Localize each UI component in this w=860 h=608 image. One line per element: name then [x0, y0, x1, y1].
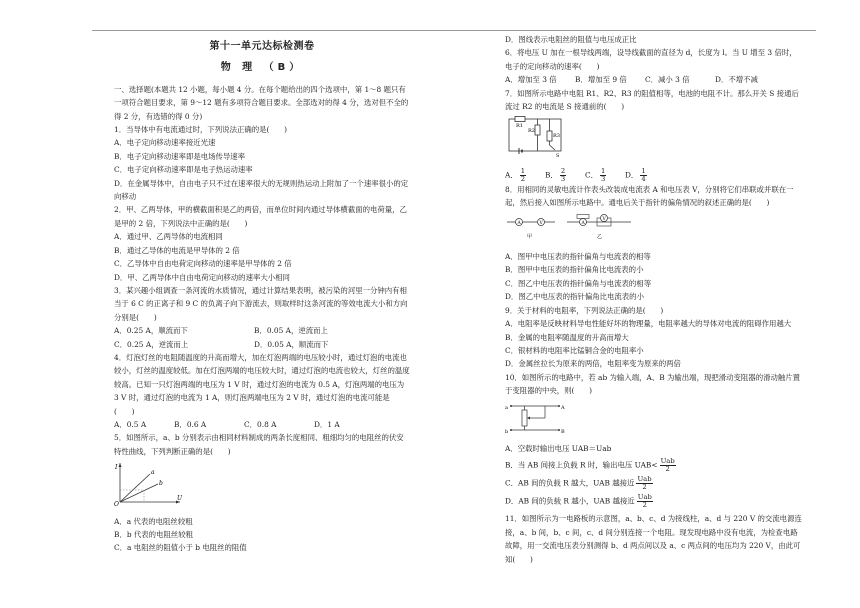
- q6-option-c: C．减小 3 倍: [645, 75, 690, 85]
- q7-a-label: A．: [505, 170, 518, 180]
- q7-option-b: [545, 168, 585, 183]
- axis-label-i: I: [115, 464, 118, 472]
- q7-a-numerator: 1: [520, 166, 526, 175]
- label-r2: R2: [528, 128, 535, 135]
- q10-d-text: D．AB 间的负载 R 越小，UAB 越接近: [505, 496, 635, 506]
- q8-label-jia: 甲: [527, 233, 533, 240]
- q5-stem: 5．如图所示，a、b 分别表示由相同材料制成的两条长度相同、粗细均匀的电阻丝的伏安特性曲线，下列判断正确的是( ): [114, 433, 404, 456]
- q4-options: [114, 418, 410, 431]
- q7-c-numerator: 1: [601, 166, 606, 175]
- q6-stem: 6．将电压 U 加在一根导线两端，设导线截面的直径为 d，长度为 l。当 U 增至 3 倍时，电子的定向移动的速率( ): [505, 48, 797, 71]
- q4-stem: 4．灯泡灯丝的电阻随温度的升高而增大，加在灯泡两端的电压较小时，通过灯泡的电流也较小，灯丝的温度较低。加在灯泡两端的电压较大时，通过灯泡的电流也较大，灯丝的温度较高。已知一只灯泡两端的电压为 1 V 时，通过灯泡的电流为 0.5 A，灯泡两端的电压为 3 V 时，通过灯泡的电流为 1 A，则灯泡两端电压为 2 V 时，通过灯泡的电流可能是( ): [114, 352, 410, 416]
- label-s: S: [556, 153, 560, 160]
- iu-graph: [114, 460, 184, 506]
- q7-figure: [505, 115, 803, 163]
- q2-stem: 2．甲、乙两导体，甲的横截面积是乙的两倍，而单位时间内通过导体横截面的电荷量，乙是甲的 2 倍，下列说法中正确的是( ): [114, 205, 407, 228]
- q7-b-fraction: [560, 168, 566, 183]
- q10-figure: [505, 400, 803, 438]
- q6-option-d: D．不增不减: [715, 75, 758, 85]
- q10-option-c: [505, 476, 803, 491]
- q7-d-denominator: 4: [641, 174, 646, 183]
- q2-option-b: B．通过乙导体的电流是甲导体的 2 倍: [114, 245, 240, 255]
- q7-b-label: B．: [545, 170, 558, 180]
- q7-b-denominator: 3: [560, 174, 566, 183]
- q1-stem: 1．当导体中有电流通过时，下列说法正确的是( ): [114, 125, 288, 135]
- q7-b-numerator: 2: [560, 166, 566, 175]
- q8-yi-ammeter-label: A: [581, 220, 585, 226]
- q1-option-a: A．电子定向移动速率接近光速: [114, 138, 216, 148]
- q10-b-text: B．当 AB 间接上负载 R 时，输出电压 UAB<: [505, 460, 658, 470]
- q8-option-c: C．图乙中电压表的指针偏角与电流表的相等: [505, 278, 652, 288]
- q2-option-a: A．通过甲、乙两导体的电流相同: [114, 232, 223, 242]
- q8-yi-voltmeter-label: V: [602, 216, 606, 222]
- left-column: [114, 36, 410, 555]
- q1-option-c: C．电子定向移动速率即是电子热运动速率: [114, 165, 253, 175]
- q5-option-c: C．a 电阻丝的阻值小于 b 电阻丝的阻值: [114, 543, 247, 553]
- section-intro: 一、选择题(本题共 12 小题，每小题 4 分。在每个题给出的四个选项中，第 1～8 题只有一项符合题目要求，第 9～12 题有多项符合题目要求。全部选对的得 4 分，选对但不全的得 2 分，有选错的得 0 分): [114, 84, 409, 121]
- q9-option-c: C．银材料的电阻率比锰铜合金的电阻率小: [505, 345, 644, 355]
- right-column: [505, 33, 803, 566]
- curve-label-b: b: [159, 480, 163, 488]
- q8-jia-ammeter-label: A: [517, 220, 521, 226]
- q10-label-b-input: b: [505, 428, 509, 434]
- q10-b-numerator: Uab: [660, 457, 675, 466]
- q8-option-b: B．图甲中电压表的指针偏角比电流表的小: [505, 265, 644, 275]
- q10-d-fraction: [637, 494, 653, 509]
- q5-option-d: D．图线表示电阻丝的阻值与电压成正比: [505, 35, 637, 44]
- q7-option-a: [505, 168, 545, 183]
- q10-stem: 10．如图所示的电路中，若 ab 为输入端，A、B 为输出端，现把滑动变阻器的滑动触片置于变阻器的中央，则( ): [505, 372, 801, 396]
- q2-option-d: D．甲、乙两导体中自由电荷定向移动的速率大小相同: [114, 272, 290, 282]
- q7-d-numerator: 1: [641, 166, 646, 175]
- q7-c-label: C．: [585, 170, 599, 180]
- q4-option-a: A．0.5 A: [114, 419, 147, 429]
- q10-d-numerator: Uab: [637, 493, 652, 502]
- q10-b-denominator: 2: [665, 465, 670, 474]
- q7-option-d: [625, 168, 665, 183]
- q5-option-a: A．a 代表的电阻丝较粗: [114, 516, 193, 526]
- q7-options: [505, 168, 803, 183]
- q3-stem: 3．某兴趣小组调查一条河流的水质情况，通过计算结果表明，被污染的河里一分钟内有相当于 6 C 的正离子和 9 C 的负离子向下游流去，则取样时这条河流的等效电流大小和方向分别是( ): [114, 285, 408, 322]
- q6-option-a: A．增加至 3 倍: [505, 75, 557, 85]
- q10-c-denominator: 2: [642, 483, 647, 492]
- header-rule: [92, 30, 816, 31]
- q9-option-a: A．电阻率是反映材料导电性能好坏的物理量，电阻率越大的导体对电流的阻碍作用越大: [505, 319, 792, 329]
- q7-option-c: [585, 168, 625, 183]
- q7-stem: 7．如图所示电路中电阻 R1、R2、R3 的阻值相等，电池的电阻不计。那么开关 S 接通后流过 R2 的电流是 S 接通前的( ): [505, 88, 799, 112]
- q3-options-row2: [114, 338, 410, 351]
- q10-c-fraction: [636, 476, 652, 491]
- q4-option-d: D．1 A: [314, 419, 340, 429]
- q8-option-d: D．图乙中电压表的指针偏角比电流表的小: [505, 292, 644, 302]
- q10-d-denominator: 2: [642, 501, 647, 510]
- q4-option-c: C．0.8 A: [244, 419, 277, 429]
- axis-label-u: U: [177, 495, 183, 503]
- q11-stem: 11．如图所示为一电路板的示意图，a、b、c、d 为接线柱，a、d 与 220 V 的交流电源连接，a、b 间，b、c 间，c、d 间分别连接一个电阻。现发现电路中没有电流，为检查电路故障，用一交流电压表分别测得 b、d 两点间以及 a、c 两点间的电压均为 220 V，由此可知( ): [505, 514, 802, 564]
- q10-label-b-output: B: [561, 428, 565, 434]
- q10-b-fraction: [660, 458, 676, 473]
- q1-option-d: D．在金属导体中，自由电子只不过在速率很大的无规则热运动上附加了一个速率很小的定向移动: [114, 178, 409, 202]
- q1-option-b: B．电子定向移动速率即是电场传导速率: [114, 151, 246, 161]
- q10-c-text: C．AB 间的负载 R 越大，UAB 越接近: [505, 478, 635, 488]
- q10-label-a-input: a: [505, 404, 508, 411]
- q5-figure: [114, 460, 410, 510]
- q3-option-d: D．0.05 A，顺流而下: [254, 339, 329, 349]
- q8-label-yi: 乙: [597, 233, 603, 240]
- q8-stem: 8．用相同的灵敏电流计作表头改装成电流表 A 和电压表 V，分别将它们串联或并联在一起，然后接入如图所示电路中。通电后关于指针的偏角情况的叙述正确的是( ): [505, 184, 794, 208]
- q6-options: [505, 73, 803, 86]
- q7-circuit-diagram: [505, 115, 569, 159]
- q10-divider-circuit: [505, 400, 565, 434]
- q7-a-fraction: [520, 168, 526, 183]
- q7-d-label: D．: [625, 170, 639, 180]
- q10-option-d: [505, 494, 803, 509]
- q10-option-b: [505, 458, 803, 473]
- q9-option-d: D．金属丝拉长为原来的两倍，电阻率变为原来的两倍: [505, 359, 681, 369]
- q7-a-denominator: 2: [520, 174, 526, 183]
- q8-circuit-diagram: [505, 212, 635, 242]
- origin-label: O: [114, 501, 119, 507]
- label-r3: R3: [553, 133, 560, 140]
- exam-title: 第十一单元达标检测卷: [209, 41, 315, 52]
- q8-jia-voltmeter-label: V: [539, 220, 543, 226]
- q10-option-a: A．空载时输出电压 UAB＝Uab: [505, 443, 612, 453]
- q3-option-a: A．0.25 A，顺流而下: [114, 326, 188, 336]
- exam-subtitle: 物 理 （B）: [220, 62, 304, 74]
- q6-option-b: B．增加至 9 倍: [575, 75, 627, 85]
- label-r1: R1: [516, 123, 523, 130]
- q3-options-row1: [114, 324, 410, 337]
- q10-label-a-output: A: [561, 404, 565, 411]
- q4-option-b: B．0.6 A: [174, 419, 207, 429]
- q5-option-b: B．b 代表的电阻丝较粗: [114, 530, 194, 539]
- q7-d-fraction: [640, 168, 646, 183]
- curve-label-a: a: [151, 469, 155, 477]
- q3-option-b: B．0.05 A，逆流而上: [254, 326, 328, 336]
- q9-option-b: B．金属的电阻率随温度的升高而增大: [505, 332, 629, 342]
- q10-c-numerator: Uab: [637, 475, 652, 484]
- q7-c-fraction: [600, 168, 606, 183]
- q2-option-c: C．乙导体中自由电荷定向移动的速率是甲导体的 2 倍: [114, 259, 292, 269]
- q8-option-a: A．图甲中电压表的指针偏角与电流表的相等: [505, 252, 651, 262]
- q3-option-c: C．0.25 A，逆流而上: [114, 339, 189, 349]
- q9-stem: 9．关于材料的电阻率，下列说法正确的是( ): [505, 305, 664, 315]
- q7-c-denominator: 3: [601, 174, 606, 183]
- q8-figure: [505, 212, 803, 246]
